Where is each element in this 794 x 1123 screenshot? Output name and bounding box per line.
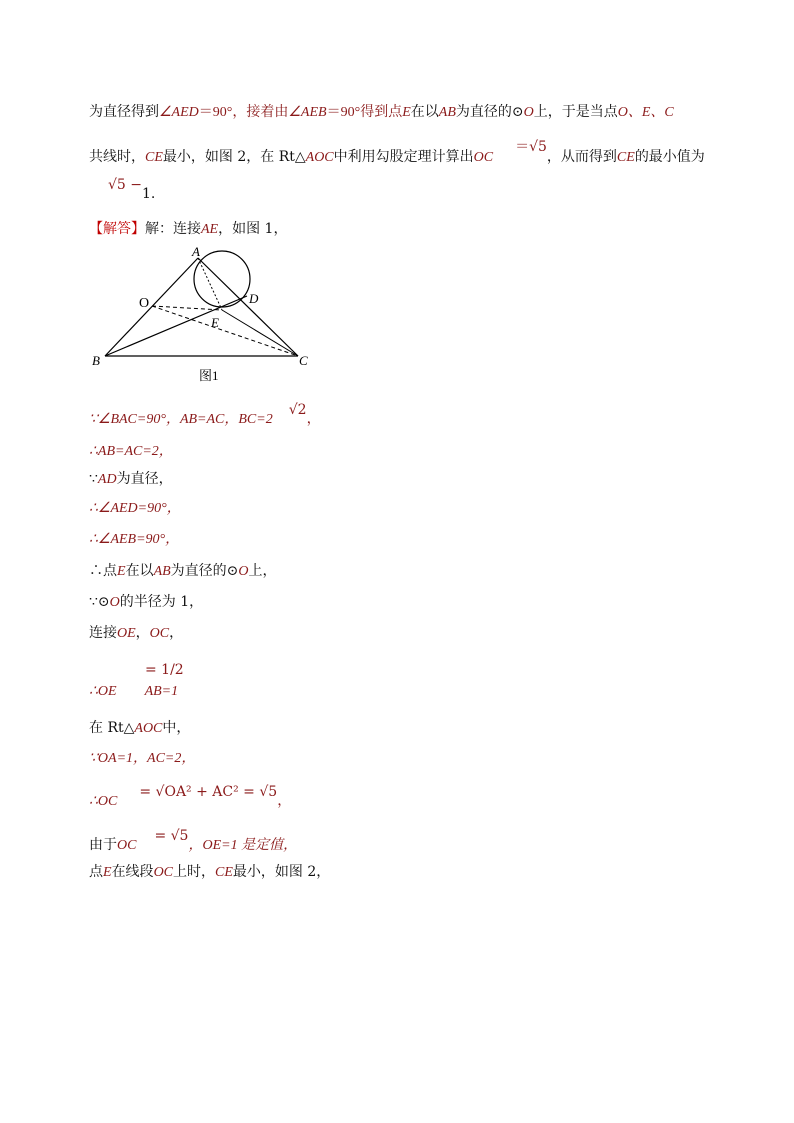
text: 中利用勾股定理计算出 bbox=[333, 149, 474, 165]
text: 在以 bbox=[125, 563, 154, 579]
math: ＝√5 bbox=[515, 139, 547, 155]
math: OC bbox=[149, 626, 170, 641]
label-c: C bbox=[299, 353, 308, 368]
text: 为直径的⊙ bbox=[170, 563, 239, 579]
step-11 bbox=[89, 747, 195, 767]
math: ，OE=1 是定值， bbox=[188, 838, 298, 853]
text: ＝90°得到点 bbox=[326, 105, 403, 120]
math: OC bbox=[117, 838, 137, 853]
math: O bbox=[109, 595, 120, 610]
math: O bbox=[238, 564, 249, 579]
step-14 bbox=[89, 861, 330, 881]
step-12 bbox=[89, 784, 292, 810]
math: ∠AEB bbox=[288, 105, 327, 120]
step-10 bbox=[89, 717, 190, 737]
math: AOC bbox=[134, 721, 163, 736]
segment-ec bbox=[222, 310, 298, 356]
text: 解：连接 bbox=[145, 221, 201, 237]
math: ， bbox=[306, 412, 321, 427]
step-1 bbox=[89, 402, 321, 428]
text: 在线段 bbox=[111, 864, 154, 880]
math: CE bbox=[215, 865, 233, 880]
math: ∴∠AEB=90°， bbox=[89, 532, 180, 547]
text-line-3 bbox=[108, 177, 156, 202]
step-5 bbox=[89, 528, 179, 548]
figure-caption: 图1 bbox=[199, 368, 219, 382]
math: CE bbox=[616, 150, 635, 165]
math: AE bbox=[201, 222, 219, 237]
text: 的半径为 1， bbox=[119, 594, 204, 610]
text: 1. bbox=[142, 186, 156, 202]
segment-oc bbox=[152, 306, 298, 356]
segment-bd bbox=[105, 296, 247, 356]
math: AD bbox=[97, 472, 117, 487]
math: ∴OE bbox=[89, 684, 117, 699]
math: OE bbox=[117, 626, 136, 641]
text: 上， bbox=[248, 563, 277, 579]
math: O bbox=[523, 105, 534, 120]
text: ，从而得到 bbox=[546, 149, 617, 165]
step-9-fraction bbox=[145, 662, 184, 678]
text: 最小，如图 2，在 Rt△ bbox=[162, 149, 306, 165]
text: ，如图 1， bbox=[218, 221, 288, 237]
math: E bbox=[117, 564, 126, 579]
math: E bbox=[402, 105, 411, 120]
math: √2 bbox=[288, 402, 307, 418]
text: 在以 bbox=[410, 104, 439, 120]
math: = √OA² + AC² = √5 bbox=[139, 784, 278, 800]
math: ∠AED bbox=[159, 105, 199, 120]
step-6 bbox=[89, 560, 277, 580]
math: O、E、C bbox=[617, 105, 674, 120]
text: ， bbox=[169, 625, 184, 641]
label-o: O bbox=[139, 296, 150, 311]
text: 点 bbox=[89, 864, 103, 880]
text: 最小，如图 2， bbox=[232, 864, 331, 880]
step-8 bbox=[89, 622, 183, 642]
step-13 bbox=[89, 828, 298, 854]
step-9 bbox=[89, 683, 178, 700]
text: 由于 bbox=[89, 837, 117, 853]
step-7 bbox=[89, 591, 203, 611]
side-ac bbox=[198, 258, 298, 356]
math: ∵∠BAC=90°，AB=AC，BC=2 bbox=[89, 412, 273, 427]
text: 上，于是当点 bbox=[533, 104, 618, 120]
math: = √5 bbox=[154, 828, 189, 844]
math: AOC bbox=[305, 150, 334, 165]
answer-tag: 【解答】 bbox=[89, 221, 145, 237]
step-3 bbox=[89, 468, 173, 488]
step-4 bbox=[89, 497, 181, 517]
math: √5 − bbox=[108, 177, 143, 193]
math: ∴OC bbox=[89, 794, 118, 809]
math: OC bbox=[473, 150, 494, 165]
text: ∵⊙ bbox=[89, 594, 110, 610]
math: ＝90°，接着由 bbox=[198, 105, 289, 120]
side-ab bbox=[105, 258, 198, 356]
text: 中， bbox=[162, 720, 191, 736]
text: 在 Rt△ bbox=[89, 720, 135, 736]
step-2 bbox=[89, 440, 173, 460]
math: AB=1 bbox=[144, 684, 179, 699]
text: ∵ bbox=[89, 471, 98, 487]
segment-ae bbox=[198, 258, 222, 310]
figure-1 bbox=[85, 242, 325, 382]
text: 的最小值为 bbox=[634, 149, 705, 165]
text: 为直径的⊙ bbox=[455, 104, 524, 120]
label-b: B bbox=[92, 353, 100, 368]
math: ∴AB=AC=2， bbox=[89, 444, 173, 459]
math: ， bbox=[277, 794, 292, 809]
label-a: A bbox=[192, 244, 200, 259]
label-d: D bbox=[249, 291, 259, 306]
text: 连接 bbox=[89, 625, 117, 641]
math: OC bbox=[153, 865, 174, 880]
label-e: E bbox=[211, 315, 219, 330]
text: 为直径得到 bbox=[89, 104, 159, 120]
text: 上时， bbox=[173, 864, 216, 880]
text-line-2 bbox=[89, 139, 705, 166]
segment-oe bbox=[152, 306, 222, 310]
text: ∴点 bbox=[89, 563, 117, 579]
math: = 1/2 bbox=[145, 662, 184, 678]
text-line-1 bbox=[89, 101, 674, 121]
math: CE bbox=[145, 150, 163, 165]
math: AB bbox=[438, 105, 456, 120]
math: ∴∠AED=90°， bbox=[89, 501, 181, 516]
math: ∵OA=1，AC=2， bbox=[89, 751, 196, 766]
answer-line bbox=[89, 218, 287, 238]
text: 共线时， bbox=[89, 149, 145, 165]
math: E bbox=[103, 865, 112, 880]
math: AB bbox=[153, 564, 171, 579]
text: ， bbox=[135, 625, 150, 641]
text: 为直径， bbox=[116, 471, 173, 487]
